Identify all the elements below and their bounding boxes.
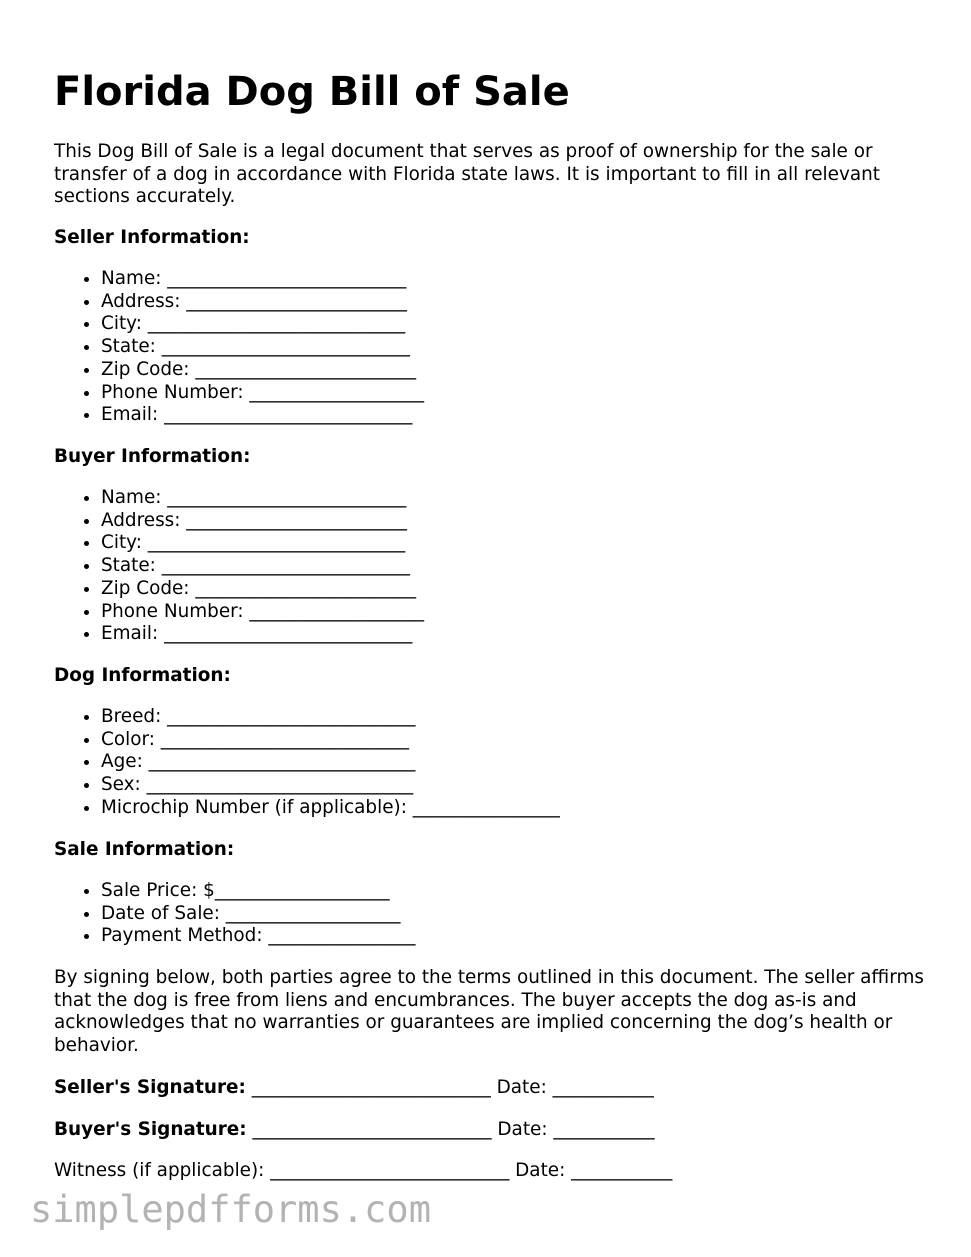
dog-microchip-field: • Microchip Number (if applicable): ________________ [101,797,560,820]
buyer-signature-label: Buyer's Signature: [54,1119,247,1140]
sale-fields [54,880,416,948]
buyer-name-field: • Name: __________________________ [101,487,424,510]
seller-heading: Seller Information: [54,227,250,248]
buyer-signature-blank: __________________________ Date: ___________ [246,1119,655,1140]
document-title: Florida Dog Bill of Sale [54,69,570,115]
seller-city-field: • City: ____________________________ [101,313,424,336]
seller-name-field: • Name: __________________________ [101,268,424,291]
closing-paragraph: By signing below, both parties agree to the terms outlined in this document. The seller affirms that the dog is free from liens and encumbrances. The buyer accepts the dog as-is and acknowledges that no warranties or guarantees are implied concerning the dog’s health or behavior. [54,967,924,1056]
watermark: simplepdfforms.com [30,1188,431,1231]
buyer-address-field: • Address: ________________________ [101,510,424,533]
seller-state-field: • State: ___________________________ [101,336,424,359]
dog-fields [54,706,560,820]
dog-color-field: • Color: ___________________________ [101,729,560,752]
buyer-zip-field: • Zip Code: ________________________ [101,578,424,601]
seller-signature-blank: __________________________ Date: ___________ [245,1077,654,1098]
buyer-state-field: • State: ___________________________ [101,555,424,578]
buyer-phone-field: • Phone Number: ___________________ [101,601,424,624]
dog-age-field: • Age: _____________________________ [101,751,560,774]
sale-heading: Sale Information: [54,839,235,860]
dog-breed-field: • Breed: ___________________________ [101,706,560,729]
seller-email-field: • Email: ___________________________ [101,404,424,427]
seller-address-field: • Address: ________________________ [101,291,424,314]
witness-signature-line: Witness (if applicable): __________________________ Date: ___________ [54,1160,673,1181]
buyer-fields [54,487,424,646]
buyer-city-field: • City: ____________________________ [101,532,424,555]
seller-signature-label: Seller's Signature: [54,1077,246,1098]
dog-heading: Dog Information: [54,665,231,686]
dog-sex-field: • Sex: _____________________________ [101,774,560,797]
buyer-email-field: • Email: ___________________________ [101,623,424,646]
seller-signature-line [54,1077,654,1099]
buyer-heading: Buyer Information: [54,446,251,467]
seller-zip-field: • Zip Code: ________________________ [101,359,424,382]
sale-date-field: • Date of Sale: ___________________ [101,903,416,926]
sale-price-field: • Sale Price: $___________________ [101,880,416,903]
buyer-signature-line [54,1119,655,1141]
sale-payment-field: • Payment Method: ________________ [101,925,416,948]
seller-phone-field: • Phone Number: ___________________ [101,382,424,405]
intro-paragraph: This Dog Bill of Sale is a legal document that serves as proof of ownership for the sale or transfer of a dog in accordance with Florida state laws. It is important to fill in all relevant sections accurately. [54,141,880,207]
seller-fields [54,268,424,427]
